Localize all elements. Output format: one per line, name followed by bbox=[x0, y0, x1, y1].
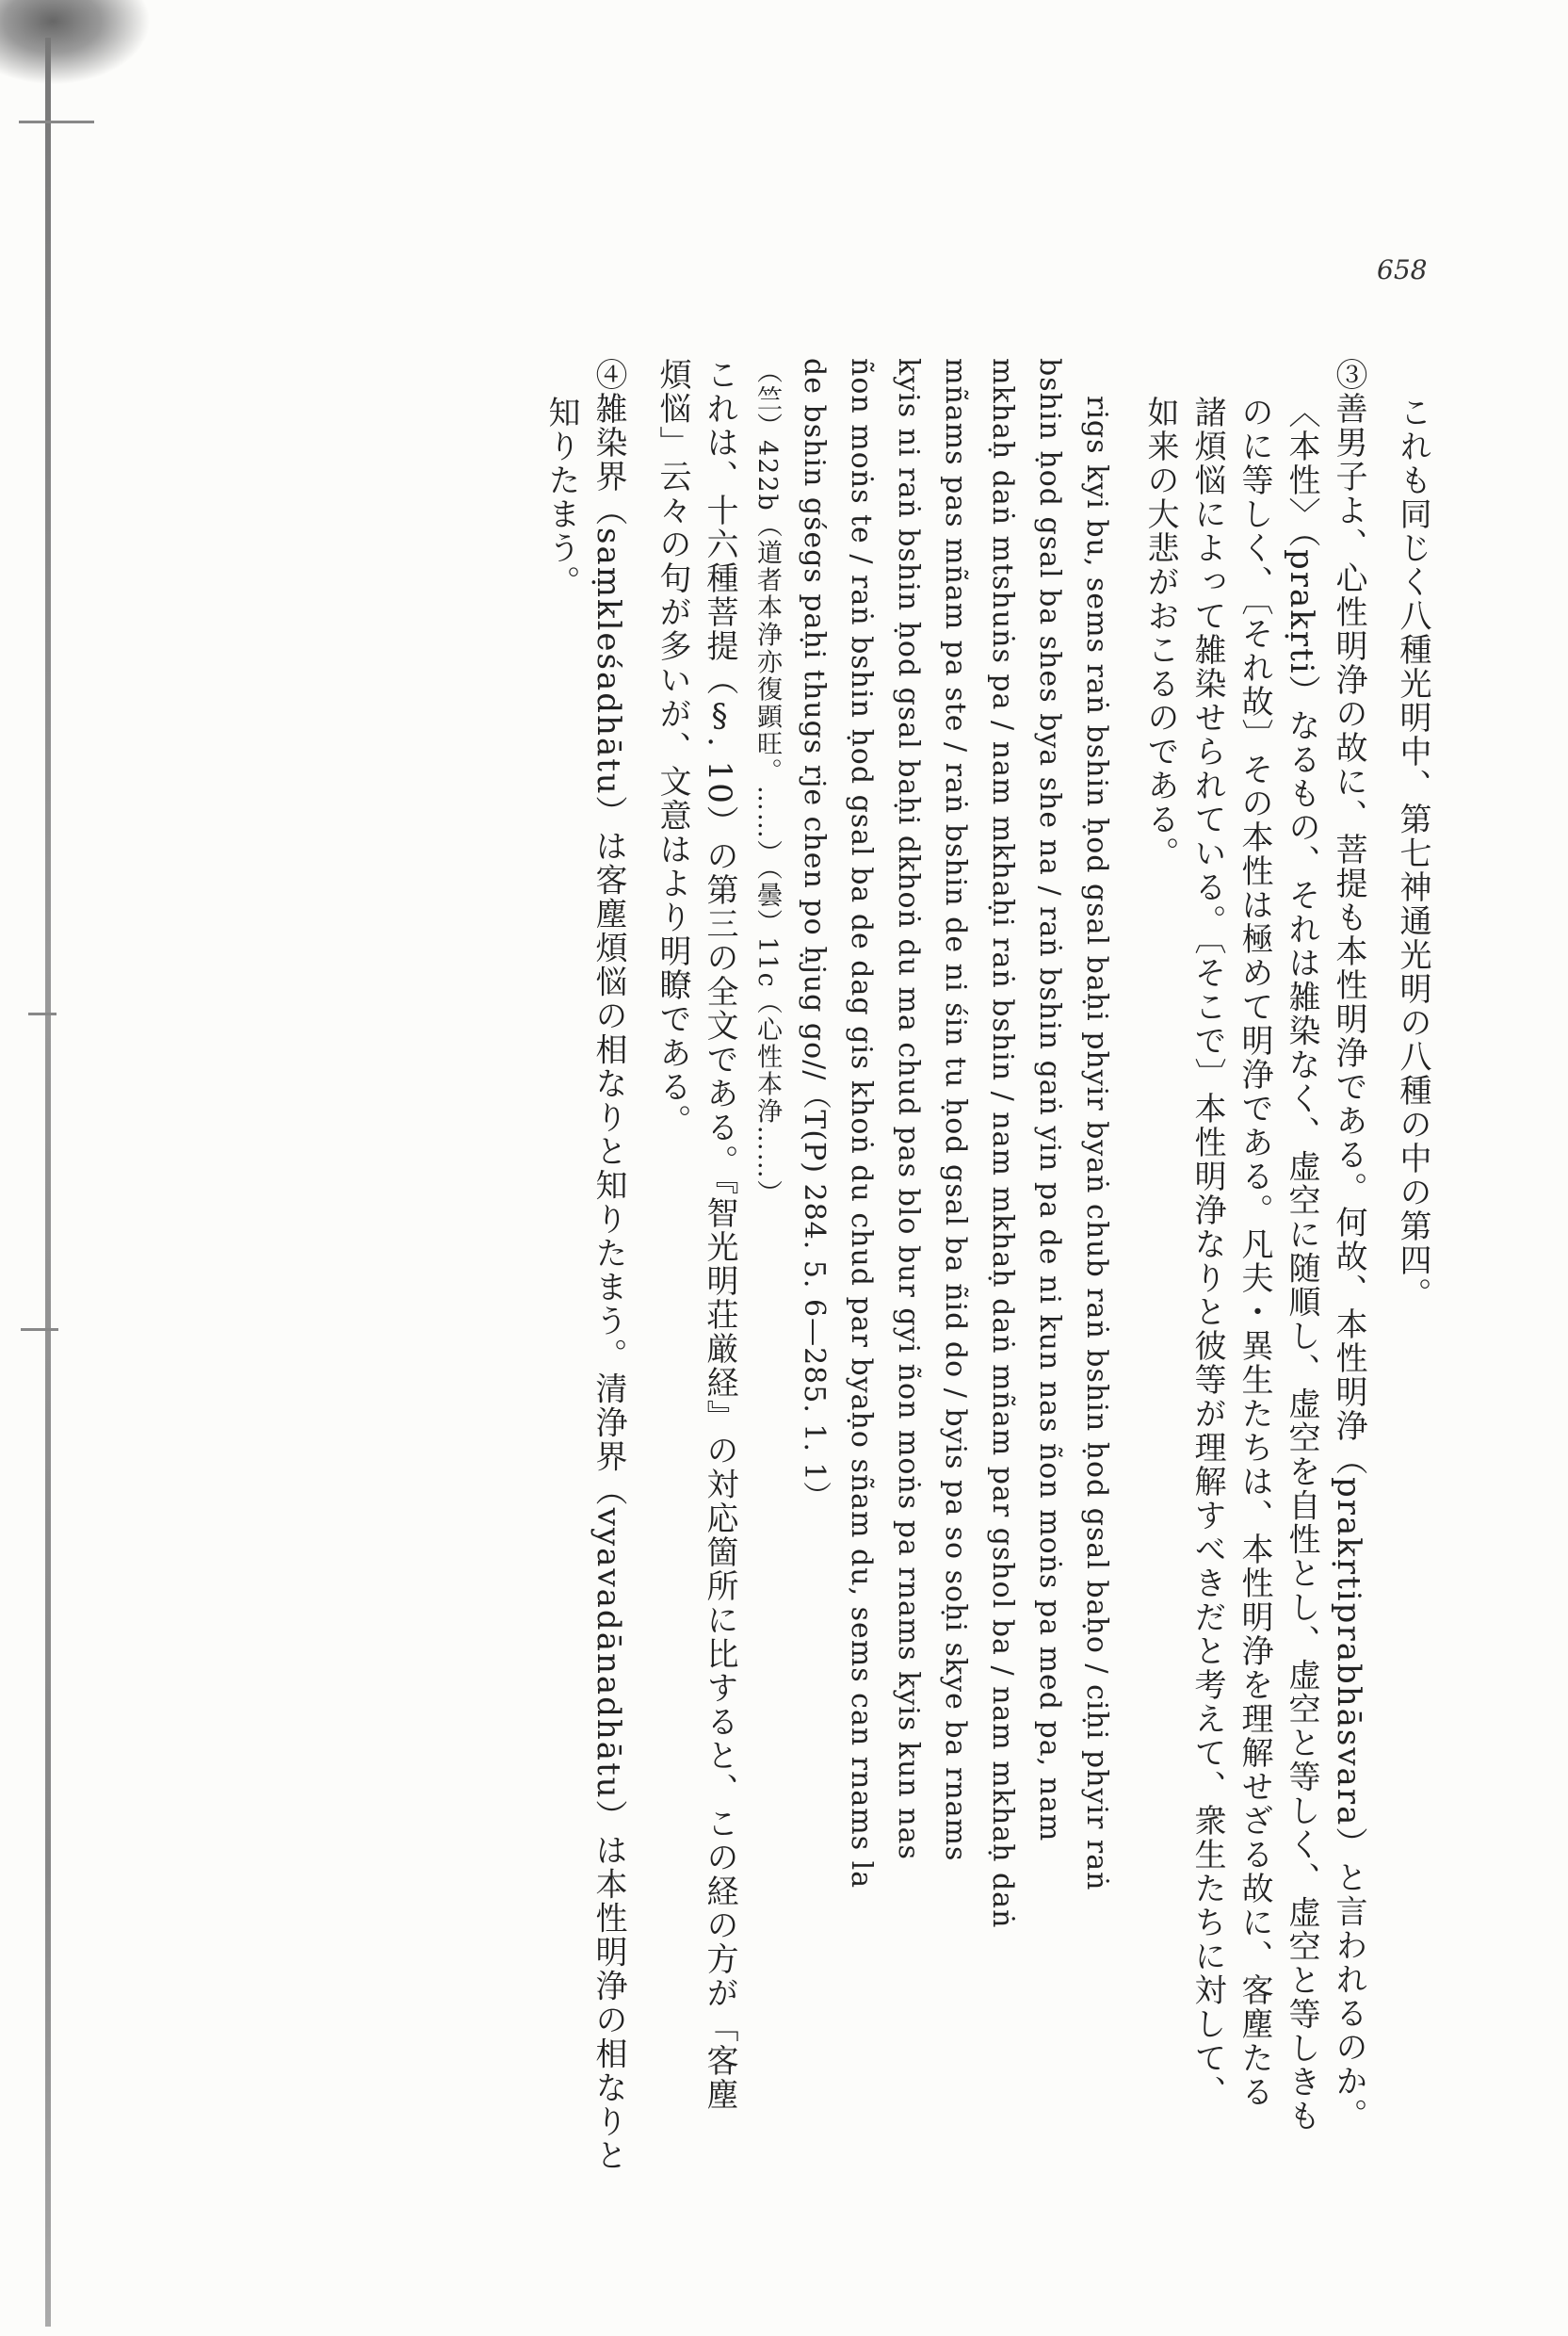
binding-edge bbox=[45, 38, 51, 2327]
text-line: ③善男子よ、心性明浄の故に、菩提も本性明浄である。何故、本性明浄（prakṛtiprabhāsvara）と言われるのか。 bbox=[1330, 358, 1367, 2133]
text-line: ñon moṅs te / raṅ bshin ḥod gsal ba de dag gis khoṅ du chud par byaḥo sñam du, sems can rnams la bbox=[845, 358, 878, 1890]
text-line: 知りたまう。 bbox=[542, 396, 580, 599]
text-line: これも同じく八種光明中、第七神通光明の八種の中の第四。 bbox=[1394, 396, 1431, 1311]
margin-mark bbox=[21, 1328, 58, 1331]
text-line: de bshin gśegs paḥi thugs rje chen po ḥjug go//（T(P) 284. 5. 6—285. 1. 1） bbox=[798, 358, 831, 1511]
text-line: mñams pas mñam pa ste / raṅ bshin de ni śin tu ḥod gsal ba ñid do / byis pa so soḥi skye ba rnams bbox=[939, 358, 972, 1862]
text-line: 〈本性〉（prakṛti）なるもの、それは雑染なく、虚空に随順し、虚空を自性とし、虚空と等しく、虚空と等しきも bbox=[1283, 396, 1320, 2133]
text-line: mkhaḥ daṅ mtshuṅs pa / nam mkhaḥi raṅ bshin / nam mkhaḥ daṅ mñam par gshol ba / nam mkhaḥ daṅ bbox=[986, 358, 1019, 1929]
margin-mark bbox=[19, 121, 94, 123]
text-line: bshin ḥod gsal ba shes bya she na / raṅ bshin gaṅ yin pa de ni kun nas ñon moṅs pa med pa, nam bbox=[1033, 358, 1066, 1842]
text-line: のに等しく、〔それ故〕その本性は極めて明浄である。凡夫・異生たちは、本性明浄を理解せざる故に、客塵たる bbox=[1236, 396, 1273, 2109]
text-line: ④雑染界（saṃkleśadhātu）は客塵煩悩の相なりと知りたまう。清浄界（vyavadānadhātu）は本性明浄の相なりと bbox=[590, 358, 627, 2173]
text-line: これは、十六種菩提（§. 10）の第三の全文である。『智光明荘厳経』の対応箇所に比すると、この経の方が「客塵 bbox=[701, 358, 738, 2112]
body-text bbox=[538, 358, 1436, 2242]
text-line: rigs kyi bu, sems raṅ bshin ḥod gsal baḥi phyir byaṅ chub raṅ bshin ḥod gsal baḥo / ciḥi phyir raṅ bbox=[1080, 396, 1113, 1891]
text-line: 煩悩」云々の句が多いが、文意はより明瞭である。 bbox=[654, 358, 691, 1138]
text-line: （竺）422b（道者本浄亦復顕旺。……）（曇）11c（心性本浄……） bbox=[752, 358, 782, 1208]
text-line: kyis ni raṅ bshin ḥod gsal baḥi dkhoṅ du ma chud pas blo bur gyi ñon moṅs pa rnams kyis kun nas bbox=[892, 358, 925, 1860]
text-line: 如来の大悲がおこるのである。 bbox=[1141, 396, 1179, 870]
page-number: 658 bbox=[1377, 254, 1428, 285]
margin-mark bbox=[28, 1013, 57, 1015]
text-line: 諸煩悩によって雑染せられている。〔そこで〕本性明浄なりと彼等が理解すべきだと考えて、衆生たちに対して、 bbox=[1188, 396, 1226, 2109]
scan-blot bbox=[0, 0, 151, 85]
